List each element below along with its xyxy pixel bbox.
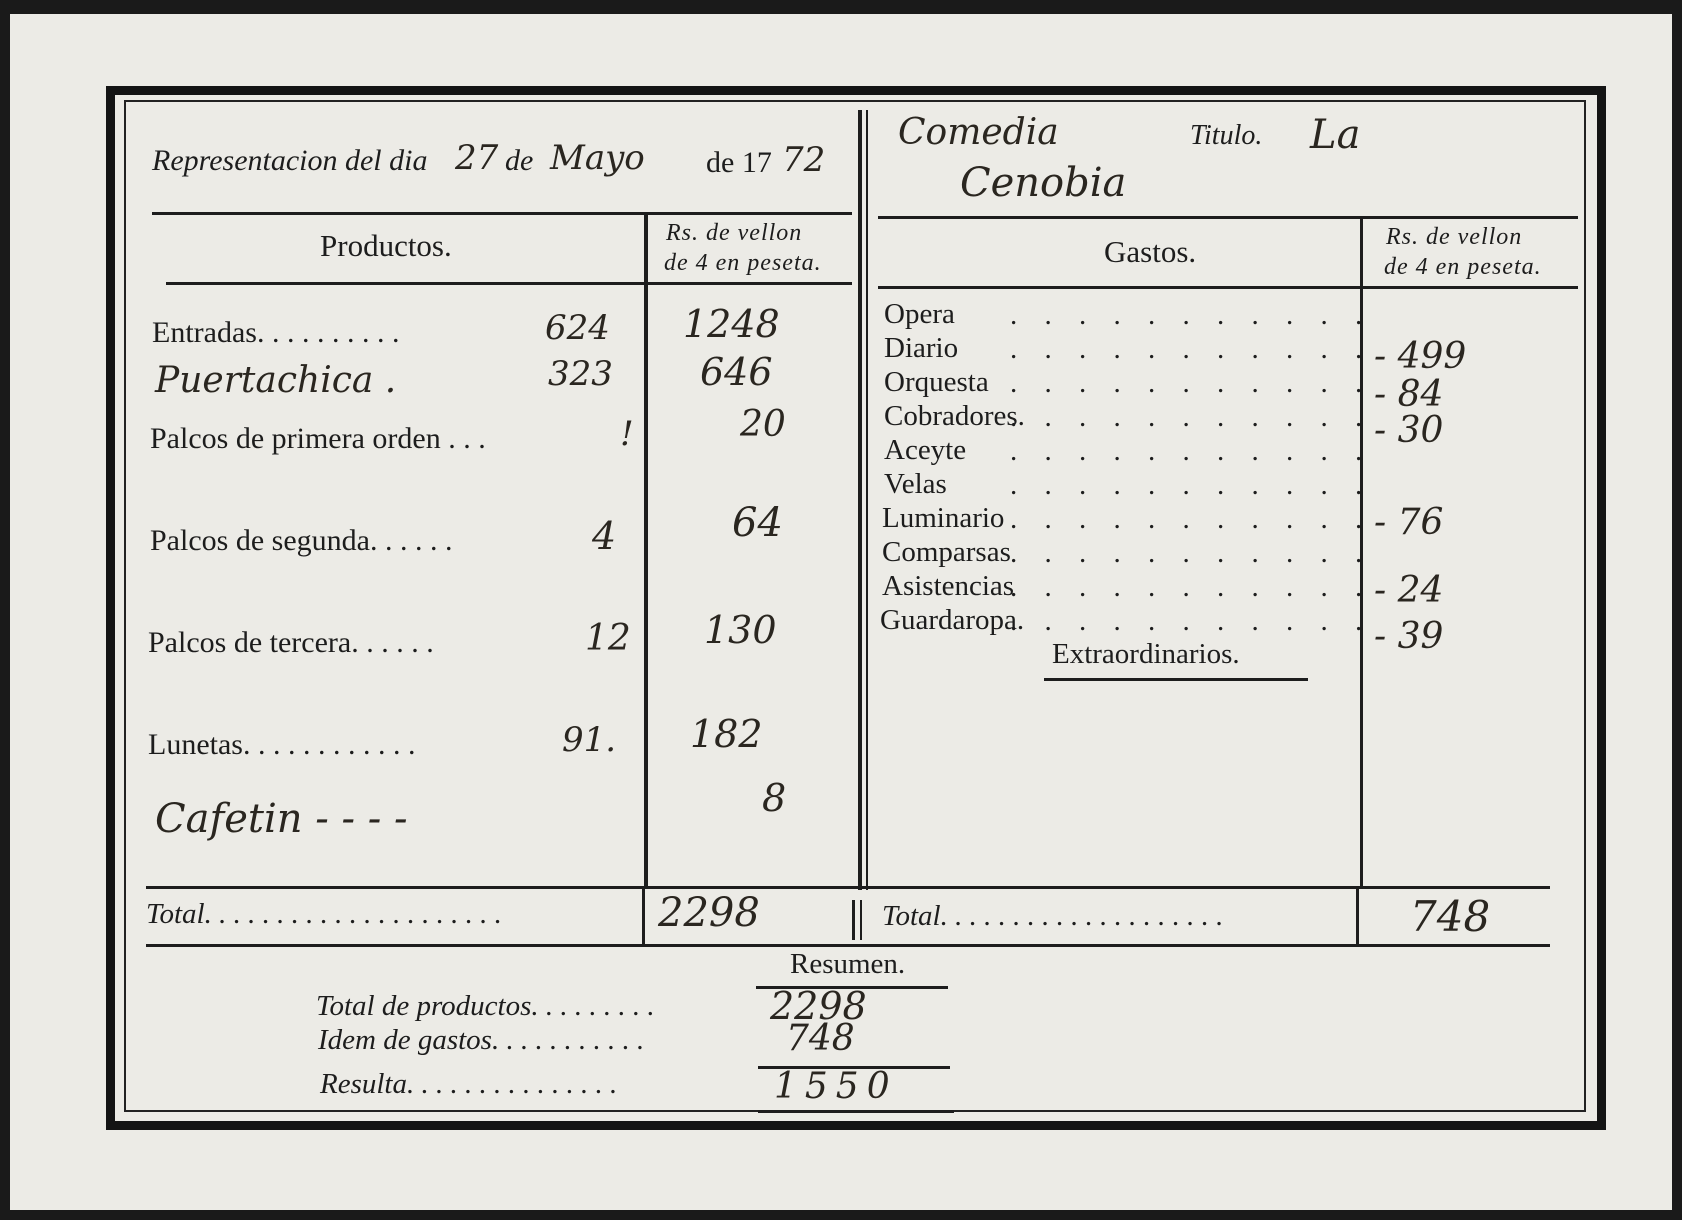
productos-row-tercera-label: Palcos de tercera. . . . . . [148,626,434,659]
productos-row-primera-amount: 20 [740,404,786,445]
gastos-dot-leaders: . . . . . . . . . . . . . . . . . . . . . . . . . . . . . . . . . . . . . . . . . . . . . . . . . . . . . . . . . . . . . . . . . . . . . . . . . . . . . . . . . . . . . . . . . . . . . . . . . . . . . . . . . . . . . . [1010,299,1373,637]
productos-row-puertachica-count: 323 [548,354,613,394]
productos-row-segunda-count: 4 [592,514,617,558]
totals-top-rule [146,886,1550,889]
productos-header-top-rule [152,212,852,215]
gastos-row-diario: Diario [884,332,959,364]
productos-row-tercera-amount: 130 [704,608,777,652]
title-part2: Cenobia [960,160,1127,206]
productos-row-puertachica-amount: 646 [700,350,773,394]
resumen-gastos-label: Idem de gastos. . . . . . . . . . . [318,1024,645,1056]
resumen-resulta-label: Resulta. . . . . . . . . . . . . . . [320,1068,618,1100]
center-divider-2 [866,110,868,890]
genre: Comedia [898,112,1059,153]
gastos-row-luminario: Luminario [882,502,1005,534]
productos-currency-line2: de 4 en peseta. [664,250,822,276]
productos-row-puertachica-label: Puertachica . [155,360,397,401]
gastos-amount-luminario: - 76 [1374,502,1444,543]
productos-row-lunetas-amount: 182 [690,712,763,756]
totals-bottom-rule [146,944,1550,947]
productos-row-cafetin-amount: 8 [762,776,787,820]
date-prefix: Representacion del dia [152,144,428,177]
totals-col-rule-2 [1356,888,1359,944]
gastos-row-cobradores: Cobradores. [884,400,1025,432]
gastos-row-guardaropa: Guardaropa. [880,604,1025,636]
productos-row-tercera-count: 12 [585,618,631,659]
gastos-row-aceyte: Aceyte [884,434,967,466]
gastos-amount-guardaropa: - 39 [1374,616,1444,657]
gastos-row-velas: Velas [884,468,947,500]
resumen-gastos-value: 748 [786,1018,855,1059]
title-part1: La [1310,112,1361,158]
date-month-connector: de [505,144,534,177]
totals-center-rule [852,900,855,940]
gastos-row-asistencias: Asistencias [882,570,1015,602]
productos-row-segunda-label: Palcos de segunda. . . . . . [150,524,453,557]
productos-total-value: 2298 [658,890,760,936]
gastos-header-bottom-rule [878,286,1578,289]
gastos-amount-asistencias: - 24 [1374,570,1444,611]
title-label: Titulo. [1190,120,1263,151]
resumen-bottom-rule [758,1110,954,1113]
gastos-currency-line2: de 4 en peseta. [1384,254,1542,280]
resumen-productos-label: Total de productos. . . . . . . . . [316,990,655,1022]
gastos-extraordinarios: Extraordinarios. [1052,638,1240,670]
productos-row-primera-count: ! [620,414,634,454]
gastos-row-comparsas: Comparsas [882,536,1011,568]
date-day: 27 [455,138,499,178]
productos-row-cafetin-label: Cafetin - - - - [155,796,408,842]
date-year-connector: de 17 [706,146,772,179]
productos-row-lunetas-count: 91. [562,720,617,760]
gastos-header-top-rule [878,216,1578,219]
extraordinarios-underline [1044,678,1308,681]
totals-col-rule-1 [642,888,645,944]
productos-row-primera-label: Palcos de primera orden . . . [150,422,486,455]
productos-row-entradas-label: Entradas. . . . . . . . . . [152,316,400,349]
gastos-total-value: 748 [1410,892,1491,941]
gastos-row-opera: Opera [884,298,955,330]
gastos-amount-cobradores: - 30 [1374,410,1444,451]
productos-currency-line1: Rs. de vellon [666,220,803,246]
totals-center-rule-2 [860,900,862,940]
productos-total-label: Total. . . . . . . . . . . . . . . . . . . . . [146,898,502,930]
productos-heading: Productos. [320,228,452,263]
gastos-amount-orquesta: - 84 [1374,374,1444,415]
productos-header-bottom-rule [166,282,852,285]
gastos-total-label: Total. . . . . . . . . . . . . . . . . . . . [882,900,1224,932]
gastos-heading: Gastos. [1104,234,1197,269]
gastos-row-orquesta: Orquesta [884,366,989,398]
date-year-suffix: 72 [782,140,826,180]
productos-amount-col-rule [644,212,648,888]
productos-row-lunetas-label: Lunetas. . . . . . . . . . . . [148,728,416,761]
resumen-productos-value: 2298 [770,984,867,1028]
date-month: Mayo [550,138,645,178]
gastos-currency-line1: Rs. de vellon [1386,224,1523,250]
resumen-heading: Resumen. [790,948,906,980]
gastos-amount-diario: - 499 [1374,336,1467,377]
center-divider [858,110,862,890]
productos-row-segunda-amount: 64 [732,500,783,546]
resumen-resulta-value: 1550 [774,1066,898,1107]
productos-row-entradas-amount: 1248 [683,302,780,346]
productos-row-entradas-count: 624 [545,308,610,348]
